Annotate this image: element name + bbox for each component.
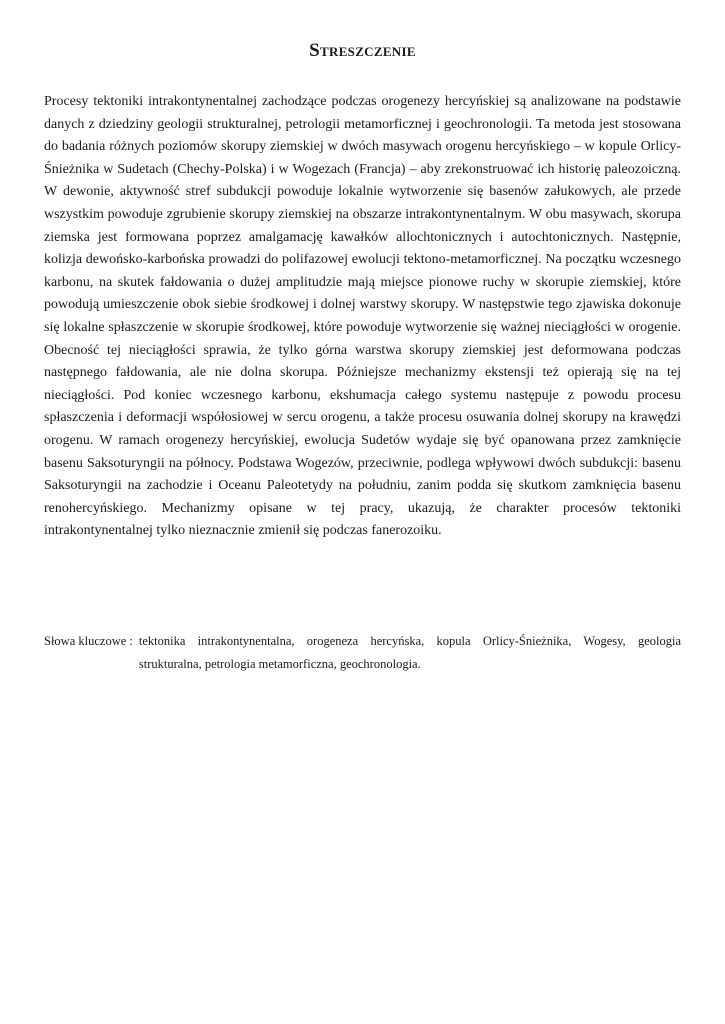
page-title: Streszczenie <box>309 40 416 61</box>
keywords-block <box>44 630 681 676</box>
keywords-label: Słowa kluczowe : <box>44 634 133 648</box>
keywords-list: tektonika intrakontynentalna, orogeneza hercyńska, kopula Orlicy-Śnieżnika, Wogesy, geologia strukturalna, petrologia metamorficzna, geochronologia. <box>138 634 681 671</box>
abstract-paragraph: Procesy tektoniki intrakontynentalnej zachodzące podczas orogenezy hercyńskiej są analizowane na podstawie danych z dziedziny geologii strukturalnej, petrologii metamorficznej i geochronologii. Ta metoda jest stosowana do badania różnych poziomów skorupy ziemskiej w dwóch masywach orogenu hercyńskiego – w kopule Orlicy-Śnieżnika w Sudetach (Chechy-Polska) i w Wogezach (Francja) – aby zrekonstruować ich historię paleozoiczną. W dewonie, aktywność stref subdukcji powoduje lokalnie wytworzenie się basenów załukowych, ale przede wszystkim powoduje zgrubienie skorupy ziemskiej na obszarze intrakontynentalnym. W obu masywach, skorupa ziemska jest formowana poprzez amalgamację kawałków allochtonicznych i autochtonicznych. Następnie, kolizja dewońsko-karbońska prowadzi do polifazowej ewolucji tektono-metamorficznej. Na początku wczesnego karbonu, na skutek fałdowania o dużej amplitudzie mają miejsce pionowe ruchy w skorupie ziemskiej, które powodują umieszczenie obok siebie środkowej i dolnej warstwy skorupy. W następstwie tego zjawiska dokonuje się lokalne spłaszczenie w skorupie środkowej, które powoduje wytworzenie się ważnej nieciągłości w orogenie. Obecność tej nieciągłości sprawia, że tylko górna warstwa skorupy ziemskiej jest deformowana podczas następnego fałdowania, ale nie dolna skorupa. Późniejsze mechanizmy ekstensji też opierają się na tej nieciągłości. Pod koniec wczesnego karbonu, ekshumacja całego systemu następuje z powodu procesu spłaszczenia i deformacji współosiowej w sercu orogenu, a także procesu osuwania dolnej skorupy na krawędzi orogenu. W ramach orogenezy hercyńskiej, ewolucja Sudetów wydaje się być opanowana przez zamknięcie basenu Saksoturyngii na północy. Podstawa Wogezów, przeciwnie, podlega wpływowi dwóch subdukcji: basenu Saksoturyngii na zachodzie i Oceanu Paleotetydy na południu, zanim podda się skutkom zamknięcia basenu renohercyńskiego. Mechanizmy opisane w tej pracy, ukazują, że charakter procesów tektoniki intrakontynentalnej tylko nieznacznie zmienił się podczas fanerozoiku. <box>44 94 681 539</box>
